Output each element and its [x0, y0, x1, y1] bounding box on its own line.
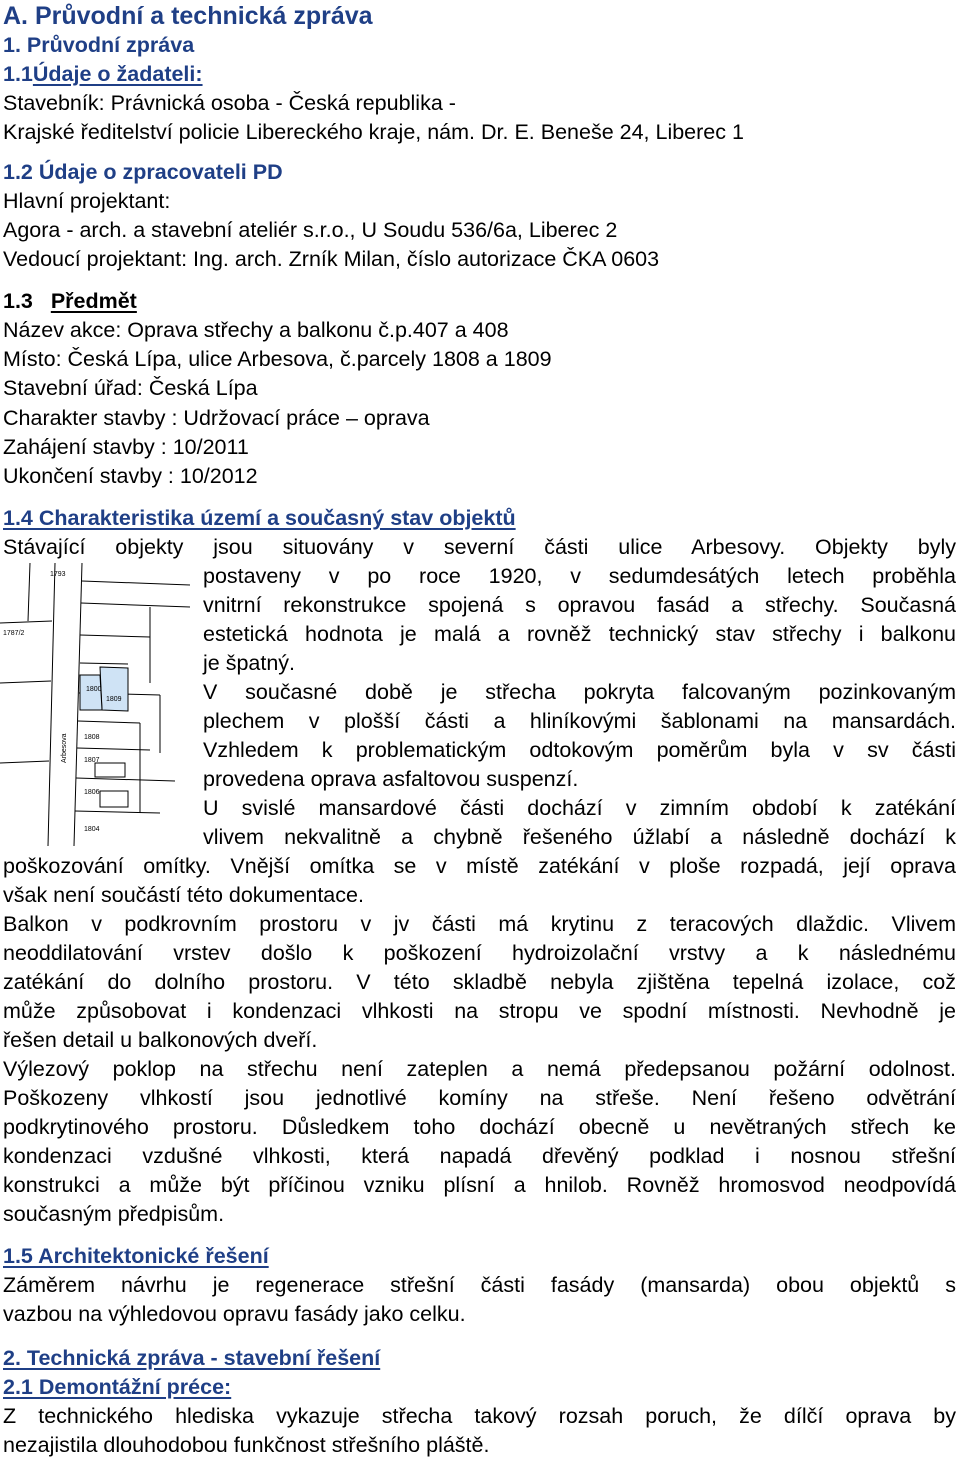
paragraph-line: Poškozeny vlhkostí jsou jednotlivé komíny na střeše. Není řešeno odvětrání	[3, 1086, 956, 1110]
paragraph-line: provedena oprava asfaltovou suspenzí.	[203, 767, 579, 791]
section-1-2-heading: 1.2 Údaje o zpracovateli PD	[3, 160, 283, 184]
paragraph-line: vazbou na výhledovou opravu fasády jako celku.	[3, 1302, 466, 1326]
designer-line-3: Vedoucí projektant: Ing. arch. Zrník Milan, číslo autorizace ČKA 0603	[3, 247, 660, 271]
paragraph-line: Z technického hlediska vykazuje střecha takový rozsah poruch, že dílčí oprava by	[3, 1404, 956, 1428]
subject-line-2: Místo: Česká Lípa, ulice Arbesova, č.parcely 1808 a 1809	[3, 347, 552, 371]
map-label: 1793	[50, 571, 66, 578]
paragraph-line: Vzhledem k problematickým odtokovým poměrům byla v sv části	[203, 738, 956, 762]
paragraph-line: může způsobovat i kondenzaci vlhkosti na stropu ve spodní místnosti. Nevhodně je	[3, 999, 956, 1023]
paragraph-line: je špatný.	[203, 651, 296, 675]
map-label: 1787/2	[3, 630, 25, 637]
paragraph-line: nezajistila dlouhodobou funkčnost střešního pláště.	[3, 1433, 490, 1457]
map-label: 1804	[84, 826, 100, 833]
map-label: 1800	[86, 686, 102, 693]
paragraph-line: estetická hodnota je malá a rovněž technický stav střechy i balkonu	[203, 622, 956, 646]
highlighted-parcel-1809	[100, 667, 128, 711]
designer-line-2: Agora - arch. a stavební ateliér s.r.o., U Soudu 536/6a, Liberec 2	[3, 218, 618, 242]
section-1-3-title: Předmět	[50, 289, 137, 313]
map-label: 1809	[106, 696, 122, 703]
paragraph-line: zatékání do dolního prostoru. V této skladbě nebyla zjištěna tepelná izolace, což	[3, 970, 956, 994]
paragraph-line: plechem v plošší části a hliníkovými šablonami na mansardách.	[203, 709, 956, 733]
map-label: 1808	[84, 734, 100, 741]
section-1-4-heading: 1.4 Charakteristika území a současný stav objektů	[3, 506, 516, 530]
document-title: A. Průvodní a technická zpráva	[3, 2, 373, 30]
paragraph-line: poškozování omítky. Vnější omítka se v místě zatékání v ploše rozpadá, její oprava	[3, 854, 956, 878]
section-1-1-title: Údaje o žadateli:	[32, 62, 203, 86]
subject-line-3: Stavební úřad: Česká Lípa	[3, 376, 258, 400]
paragraph-line: konstrukci a může být příčinou vzniku plísní a hnilob. Rovněž hromosvod neodpovídá	[3, 1173, 956, 1197]
cadastral-map-figure	[0, 563, 190, 846]
subject-line-4: Charakter stavby : Udržovací práce – oprava	[3, 406, 430, 430]
paragraph-line: kondenzaci vzdušné vlhkosti, která napadá dřevěný podklad i nosnou střešní	[3, 1144, 956, 1168]
paragraph-line: U svislé mansardové části dochází v zimním období k zatékání	[203, 796, 956, 820]
paragraph-line: vnitrní rekonstrukce spojená s opravou fasád a střechy. Současná	[203, 593, 956, 617]
paragraph-line: neoddilatování vrstev došlo k poškození hydroizolační vrstvy a k následnému	[3, 941, 956, 965]
map-label: Arbesova	[61, 733, 68, 763]
paragraph-line: Výlezový poklop na střechu není zateplen a nemá předepsanou požární odolnost.	[3, 1057, 956, 1081]
paragraph-line: řešen detail u balkonových dveří.	[3, 1028, 318, 1052]
section-1-5-heading: 1.5 Architektonické řešení	[3, 1244, 269, 1268]
subject-line-1: Název akce: Oprava střechy a balkonu č.p.407 a 408	[3, 318, 509, 342]
applicant-line-2: Krajské ředitelství policie Libereckého kraje, nám. Dr. E. Beneše 24, Liberec 1	[3, 120, 744, 144]
section-2-heading: 2. Technická zpráva - stavební řešení	[3, 1346, 381, 1370]
paragraph-line: Záměrem návrhu je regenerace střešní části fasády (mansarda) obou objektů s	[3, 1273, 956, 1297]
subject-line-5: Zahájení stavby : 10/2011	[3, 435, 249, 459]
section-1-1-heading	[3, 60, 956, 89]
paragraph-line: Stávající objekty jsou situovány v severní části ulice Arbesovy. Objekty byly	[3, 535, 956, 559]
paragraph-line: současným předpisům.	[3, 1202, 225, 1226]
paragraph-line: vlivem nekvalitně a chybně řešeného úžlabí a následně dochází k	[203, 825, 956, 849]
section-1-3-heading	[3, 287, 956, 316]
applicant-line-1: Stavebník: Právnická osoba - Česká republika -	[3, 91, 456, 115]
section-1-3-number: 1.3	[3, 289, 33, 313]
section-1-1-number: 1.1	[3, 62, 33, 86]
paragraph-line: V současné době je střecha pokryta falcovaným pozinkovaným	[203, 680, 956, 704]
paragraph-line: však není součástí této dokumentace.	[3, 883, 364, 907]
map-label: 1807	[84, 757, 100, 764]
section-1-heading: 1. Průvodní zpráva	[3, 33, 195, 57]
subject-line-6: Ukončení stavby : 10/2012	[3, 464, 258, 488]
section-2-1-heading: 2.1 Demontážní préce:	[3, 1375, 232, 1399]
paragraph-line: podkrytinového prostoru. Důsledkem toho dochází obecně u nevětraných střech ke	[3, 1115, 956, 1139]
designer-line-1: Hlavní projektant:	[3, 189, 171, 213]
paragraph-line: Balkon v podkrovním prostoru v jv části má krytinu z teracových dlaždic. Vlivem	[3, 912, 956, 936]
paragraph-line: postaveny v po roce 1920, v sedumdesátých letech proběhla	[203, 564, 956, 588]
map-label: 1806	[84, 789, 100, 796]
